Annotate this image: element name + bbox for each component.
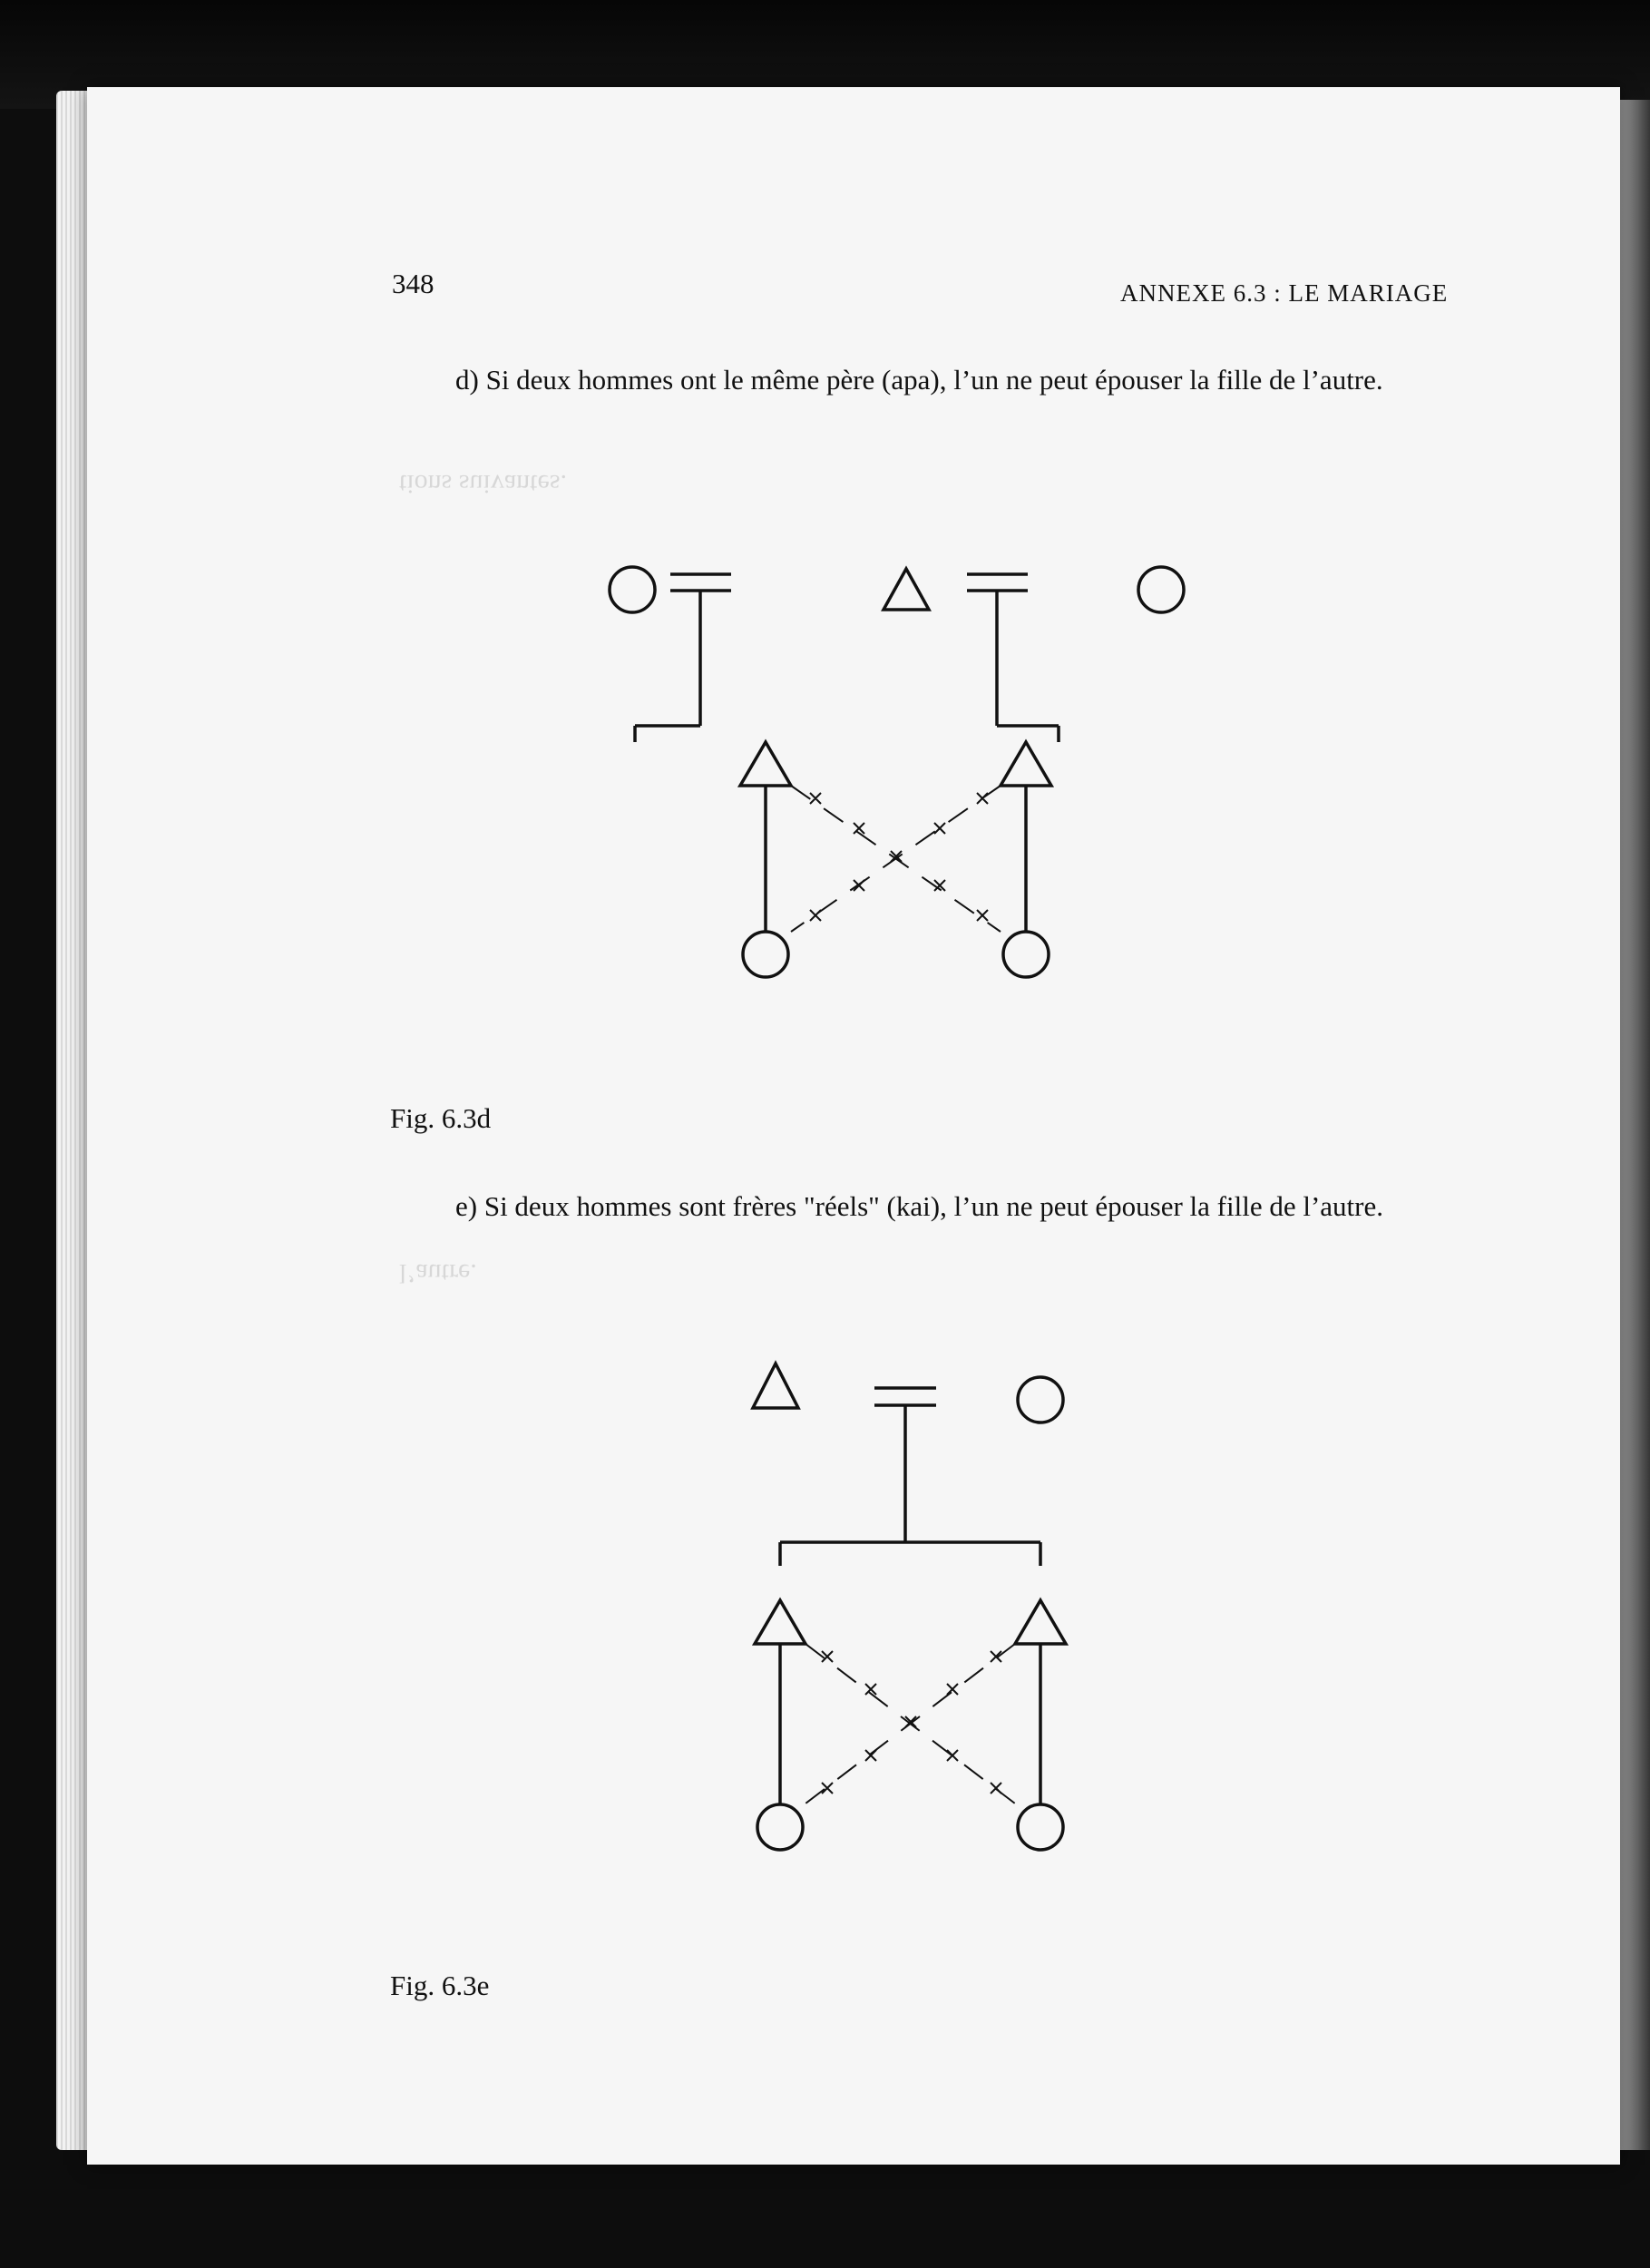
- figure-caption-d: Fig. 6.3d: [390, 1102, 492, 1134]
- page-number: 348: [392, 268, 434, 299]
- bleed-through-text: l’autre.: [399, 1258, 477, 1288]
- rule-d-paragraph: d) Si deux hommes ont le même père (apa), l’un ne peut épouser la fille de l’autre.: [455, 364, 1383, 396]
- triangle-symbol: [755, 1600, 805, 1644]
- triangle-symbol: [1015, 1600, 1066, 1644]
- rule-e-paragraph: e) Si deux hommes sont frères "réels" (kai), l’un ne peut épouser la fille de l’autre.: [455, 1190, 1383, 1222]
- circle-symbol: [1018, 1377, 1063, 1422]
- triangle-symbol: [753, 1364, 798, 1408]
- figure-caption-e: Fig. 6.3e: [390, 1970, 490, 2001]
- prohibition-line: [805, 1644, 1015, 1804]
- circle-symbol: [757, 1804, 803, 1850]
- circle-symbol: [1018, 1804, 1063, 1850]
- running-head: ANNEXE 6.3 : LE MARIAGE: [1120, 279, 1449, 307]
- bleed-through-text: tions suivantes.: [399, 469, 567, 499]
